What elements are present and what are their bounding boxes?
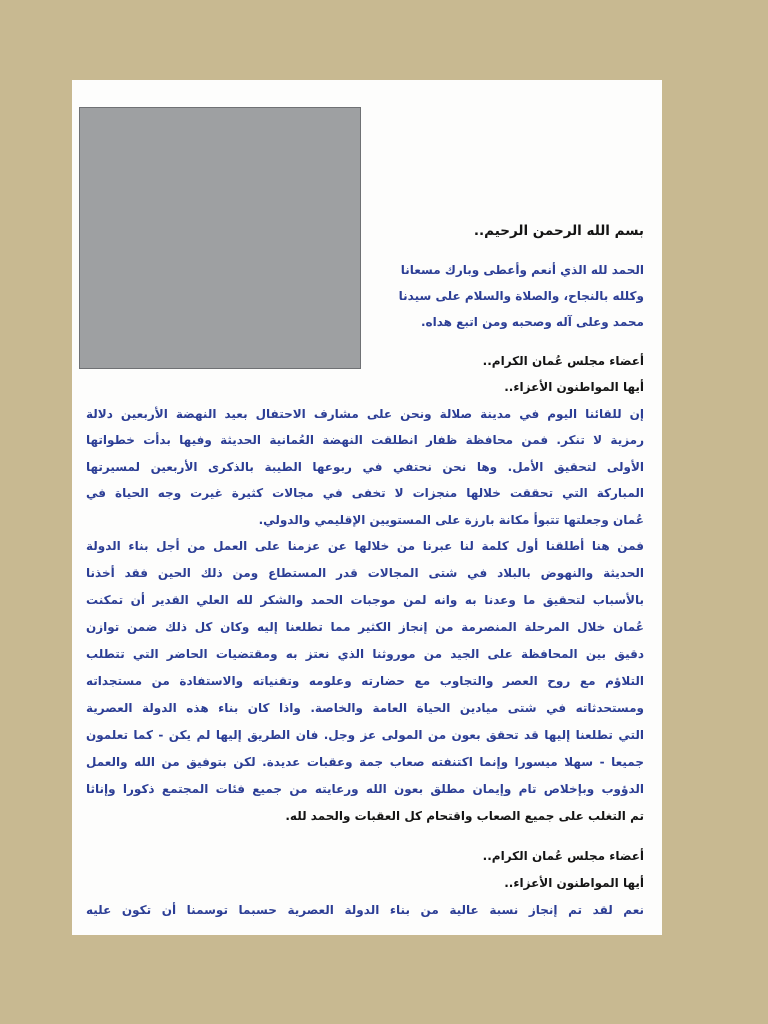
paragraph-line: الأولى لتحقيق الأمل. وها نحن نحتفي في ربوعها الطيبة بالذكرى الأربعين لمسيرتها xyxy=(86,460,644,474)
paragraph-line: رمزية لا تنكر. فمن محافظة ظفار انطلقت النهضة العُمانية الحديثة وفيها بدأت خطواتها xyxy=(86,433,644,447)
paragraph-line: عُمان خلال المرحلة المنصرمة من إنجاز الكثير مما تطلعنا إليه وكان كل ذلك ضمن توازن xyxy=(86,620,644,634)
salutation-line: أعضاء مجلس عُمان الكرام.. xyxy=(482,354,644,368)
paragraph-line: الحديثة والنهوض بالبلاد في شتى المجالات قدر المستطاع ومن ذلك الحين فقد أخذنا xyxy=(86,566,644,580)
salutation-line: أيها المواطنون الأعزاء.. xyxy=(504,876,644,890)
paragraph-line: عُمان وجعلتها تتبوأ مكانة بارزة على المستويين الإقليمي والدولي. xyxy=(258,513,644,527)
paragraph-line: التي تطلعنا إليها قد تحقق بعون من المولى عز وجل. فان الطريق إليها لم يكن - كما تعلمون xyxy=(86,728,644,742)
paragraph-line: بالأسباب لتحقيق ما وعدنا به وانه لمن موجبات الحمد والشكر لله العلي القدير أن تمكنت xyxy=(86,593,644,607)
paragraph-line: دقيق بين المحافظة على الجيد من موروثنا الذي نعتز به ومقتضيات الحاضر التي تتطلب xyxy=(86,647,644,661)
salutation-line: أعضاء مجلس عُمان الكرام.. xyxy=(482,849,644,863)
opening-line: محمد وعلى آله وصحبه ومن اتبع هداه. xyxy=(420,315,644,329)
opening-line: الحمد لله الذي أنعم وأعطى وبارك مسعانا xyxy=(400,263,644,277)
paragraph-line: تم التغلب على جميع الصعاب واقتحام كل العقبات والحمد لله. xyxy=(285,809,644,823)
paragraph-line: نعم لقد تم إنجاز نسبة عالية من بناء الدولة العصرية حسبما توسمنا أن تكون عليه xyxy=(86,903,644,917)
paragraph-line: فمن هنا أطلقنا أول كلمة لنا عبرنا من خلالها عن عزمنا على العمل من أجل بناء الدولة xyxy=(86,539,644,553)
paragraph-line: إن للقائنا اليوم في مدينة صلالة ونحن على مشارف الاحتفال بعيد النهضة الأربعين دلالة xyxy=(86,407,644,421)
paragraph-line: التلاؤم مع روح العصر والتجاوب مع حضارته وعلومه وتقنياته والاستفادة من مستجداته xyxy=(86,674,644,688)
paragraph-line: ومستحدثاته في شتى ميادين الحياة العامة والخاصة. واذا كان بناء هذه الدولة العصرية xyxy=(86,701,644,715)
document-page xyxy=(72,80,662,935)
paragraph-line: المباركة التي تحققت خلالها منجزات لا تخفى في مجالات كثيرة غيرت وجه الحياة في xyxy=(86,486,644,500)
paragraph-line: جميعا - سهلا ميسورا وإنما اكتنفته صعاب جمة وعقبات عديدة. لكن بتوفيق من الله والعمل xyxy=(86,755,644,769)
opening-line: وكلله بالنجاح، والصلاة والسلام على سيدنا xyxy=(398,289,644,303)
salutation-line: أيها المواطنون الأعزاء.. xyxy=(504,380,644,394)
paragraph-line: الدؤوب وبإخلاص تام وإيمان مطلق بعون الله ورعايته من جميع فئات المجتمع ذكورا وإناثا xyxy=(86,782,644,796)
document-text xyxy=(72,80,662,935)
bismillah-heading: بسم الله الرحمن الرحيم.. xyxy=(473,223,644,239)
